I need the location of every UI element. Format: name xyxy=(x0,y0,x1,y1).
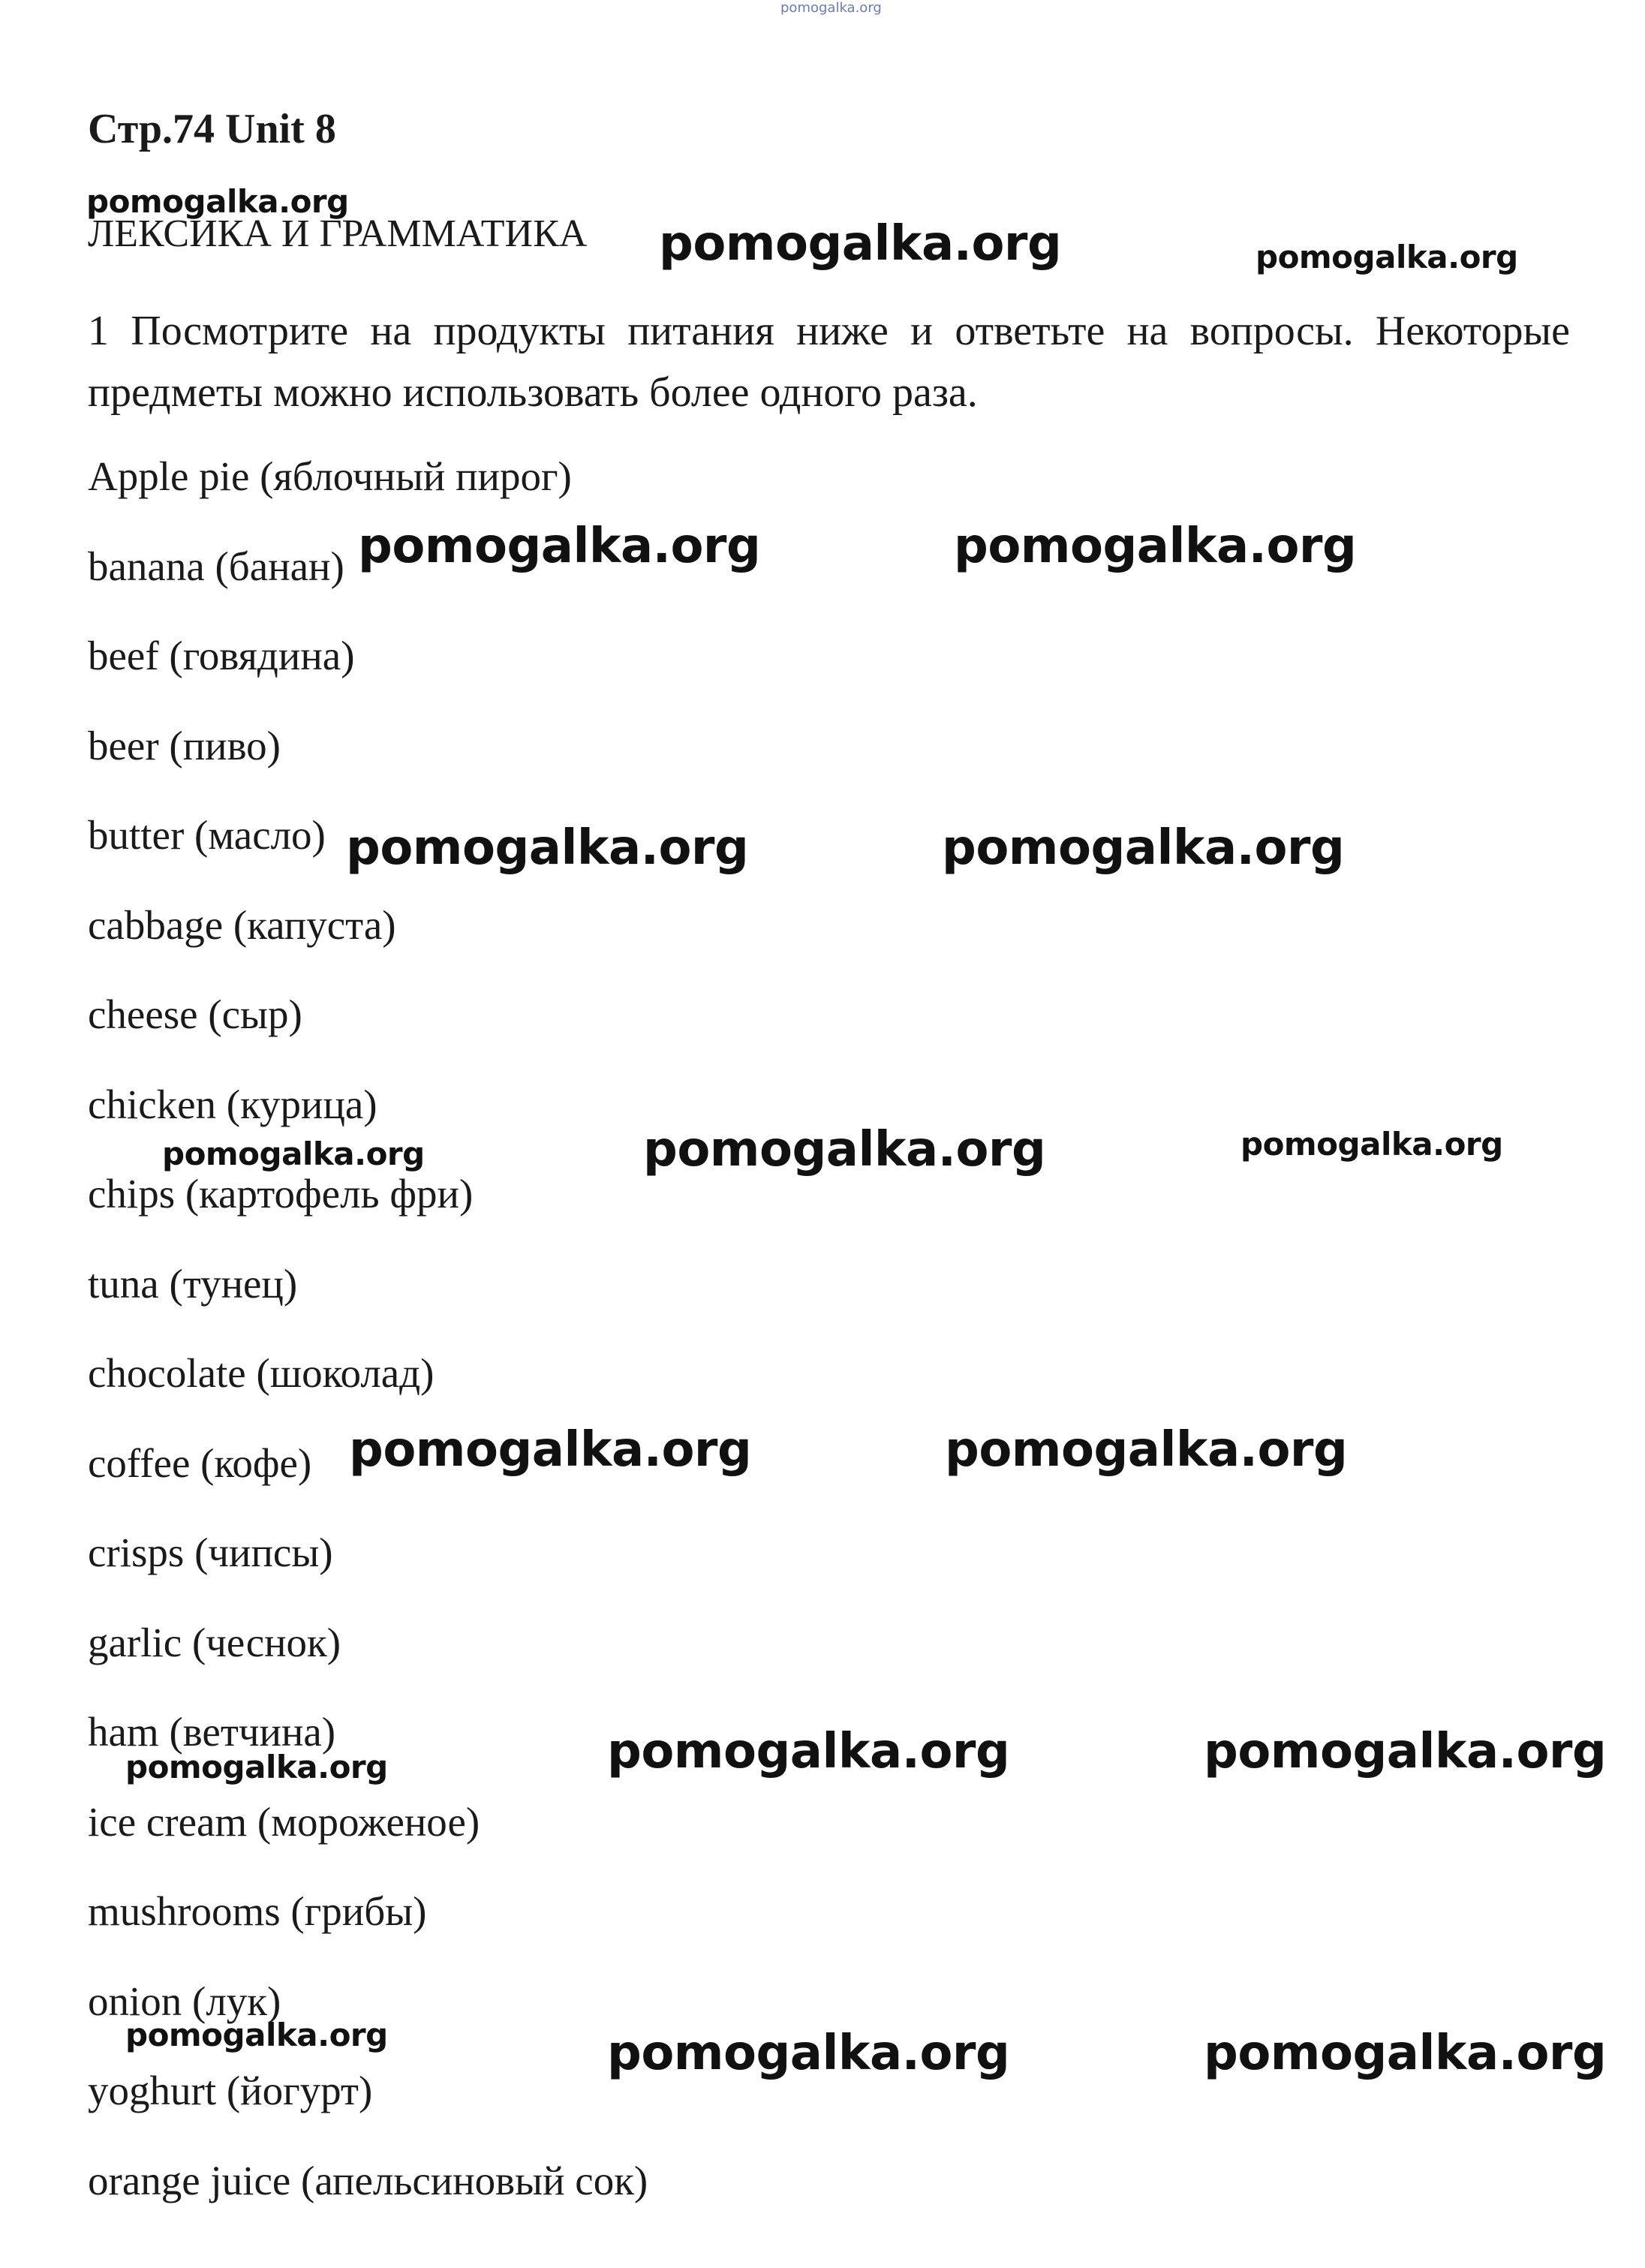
watermark: pomogalka.org xyxy=(162,1136,425,1172)
vocab-item: ice cream (мороженое) xyxy=(88,1798,480,1845)
watermark: pomogalka.org xyxy=(659,216,1062,272)
watermark: pomogalka.org xyxy=(954,519,1357,574)
watermark: pomogalka.org xyxy=(607,1724,1010,1779)
vocabulary-list xyxy=(88,450,648,2244)
watermark: pomogalka.org xyxy=(1241,1126,1503,1163)
watermark: pomogalka.org xyxy=(346,820,749,876)
watermark: pomogalka.org xyxy=(607,2026,1010,2081)
watermark: pomogalka.org xyxy=(125,1749,388,1785)
section-heading: ЛЕКСИКА И ГРАММАТИКА xyxy=(88,212,588,255)
watermark: pomogalka.org xyxy=(945,1422,1348,1478)
watermark: pomogalka.org xyxy=(86,183,349,220)
vocab-item: chips (картофель фри) xyxy=(88,1171,474,1217)
vocab-item: crisps (чипсы) xyxy=(88,1530,333,1575)
vocab-item: cheese (сыр) xyxy=(88,991,302,1037)
watermark: pomogalka.org xyxy=(358,519,761,574)
top-watermark: pomogalka.org xyxy=(780,0,882,16)
vocab-item: chicken (курица) xyxy=(88,1081,377,1127)
vocab-item: cabbage (капуста) xyxy=(88,901,396,948)
watermark: pomogalka.org xyxy=(1204,1724,1607,1779)
page-title: Стр.74 Unit 8 xyxy=(88,106,336,152)
vocab-item: yoghurt (йогурт) xyxy=(88,2068,373,2113)
watermark: pomogalka.org xyxy=(1256,239,1518,275)
vocab-item: onion (лук) xyxy=(88,1978,281,2024)
vocab-item: mushrooms (грибы) xyxy=(88,1888,427,1934)
vocab-item: Apple pie (яблочный пирог) xyxy=(88,453,572,499)
vocab-item: banana (банан) xyxy=(88,543,344,589)
vocab-item: beer (пиво) xyxy=(88,722,281,769)
watermark: pomogalka.org xyxy=(125,2017,388,2053)
vocab-item: beef (говядина) xyxy=(88,633,355,678)
vocab-item: ham (ветчина) xyxy=(88,1709,336,1755)
watermark: pomogalka.org xyxy=(942,820,1345,876)
watermark: pomogalka.org xyxy=(643,1122,1046,1178)
vocab-item: butter (масло) xyxy=(88,812,326,858)
vocab-item: coffee (кофе) xyxy=(88,1439,312,1486)
vocab-item: orange juice (апельсиновый сок) xyxy=(88,2157,648,2203)
vocab-item: garlic (чеснок) xyxy=(88,1619,341,1665)
exercise-instruction: 1 Посмотрите на продукты питания ниже и ответьте на вопросы. Некоторые предметы можно использовать более одного раза. xyxy=(88,308,1570,416)
vocab-item: tuna (тунец) xyxy=(88,1260,298,1307)
watermark: pomogalka.org xyxy=(349,1422,752,1478)
watermark: pomogalka.org xyxy=(1204,2026,1607,2081)
vocab-item: chocolate (шоколад) xyxy=(88,1350,435,1396)
